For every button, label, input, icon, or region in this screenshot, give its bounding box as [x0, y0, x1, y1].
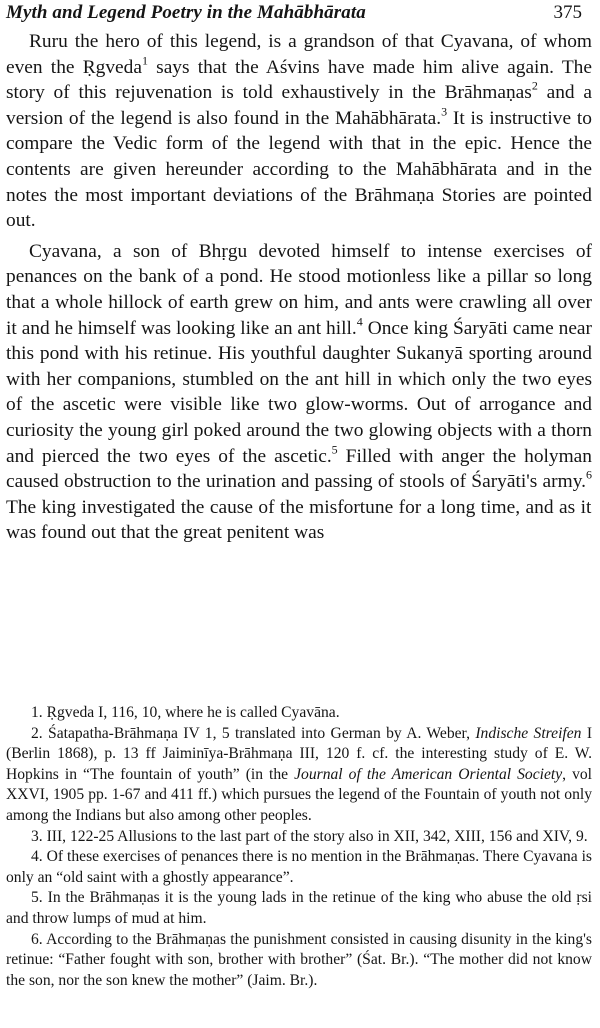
- footnote-ref-1: 1: [141, 52, 148, 67]
- footnote-2-journal-title: Journal of the American Oriental Society: [294, 765, 563, 783]
- footnote-1: 1. Ṛgveda I, 116, 10, where he is called Cyavāna.: [31, 704, 340, 721]
- footnote-3: 3. III, 122-25 Allusions to the last part of the story also in XII, 342, XIII, 156 and XIV, 9.: [31, 827, 588, 845]
- footnote-2-text-b: I (Berlin 1868), p. 13 ff Jaiminīya-Brāhmaṇa III, 120 f. cf. the interesting study of E. W. Hopkins in “The fountain of youth” (in the: [6, 724, 593, 783]
- footnote-6: 6. According to the Brāhmaṇas the punishment consisted in causing disunity in the king's retinue: “Father fought with son, brother with brother” (Śat. Br.). “The mother did not know the son, nor the son knew the mother” (Jaim. Br.).: [6, 930, 592, 989]
- paragraph-1-text-b: says that the Aśvins have made him alive again. The story of this rejuvenation is told exhaustively in the Brāhmaṇas: [6, 56, 592, 104]
- footnote-4: 4. Of these exercises of penances there is no mention in the Brāhmaṇas. There Cyavana is only an “old saint with a ghostly appearance”.: [6, 848, 592, 886]
- paragraph-2-text-b: Once king Śaryāti came near this pond with his retinue. His youthful daughter Sukanyā sporting around with her companions, stumbled on the ant hill in which only the two eyes of the ascetic were visible like two glow-worms. Out of arrogance and curiosity the young girl poked around the two glowing objects with a thorn and pierced the two eyes of the ascetic.: [6, 317, 592, 467]
- footnote-ref-3: 3: [441, 104, 448, 119]
- paragraph-1-text-d: It is instructive to compare the Vedic form of the legend with that in the epic. Hence the contents are given hereunder according to the Mahābhārata and in the notes the most important deviations of the Brāhmaṇa Stories are pointed out.: [6, 107, 592, 232]
- paragraph-2-text-d: The king investigated the cause of the misfortune for a long time, and as it was found out that the great penitent was: [6, 496, 592, 544]
- paragraph-1: [6, 29, 592, 234]
- footnote-ref-4: 4: [356, 313, 363, 328]
- paragraph-2-text-a: Cyavana, a son of Bhṛgu devoted himself to intense exercises of penances on the bank of a pond. He stood motionless like a pillar so long that a whole hillock of earth grew on him, and ants were crawling all over it and he himself was looking like an ant hill.: [6, 240, 592, 339]
- footnote-2-text-a: 2. Śatapatha-Brāhmaṇa IV 1, 5 translated into German by A. Weber,: [31, 724, 476, 742]
- running-head: [6, 2, 586, 28]
- running-title: Myth and Legend Poetry in the Mahābhārata: [6, 2, 366, 23]
- footnote-5: 5. In the Brāhmaṇas it is the young lads in the retinue of the king who abuse the old ṛsi and throw lumps of mud at him.: [6, 889, 592, 927]
- paragraph-2: [6, 239, 592, 546]
- footnote-ref-6: 6: [585, 467, 592, 482]
- footnote-2-text-c: , vol XXVI, 1905 pp. 1-67 and 411 ff.) which pursues the legend of the Fountain of youth not only among the Indians but also among other peoples.: [6, 765, 593, 824]
- paragraph-2-text-c: Filled with anger the holyman caused obstruction to the urination and passing of stools of Śaryāti's army.: [6, 445, 592, 493]
- footnote-ref-2: 2: [531, 78, 538, 93]
- page-number: 375: [553, 2, 582, 23]
- paragraph-1-text-c: and a version of the legend is also found in the Mahābhārata.: [6, 82, 592, 129]
- main-text: [6, 29, 592, 546]
- footnote-ref-5: 5: [331, 441, 338, 456]
- paragraph-1-text-a: Ruru the hero of this legend, is a grandson of that Cyavana, of whom even the Ṛgveda: [6, 31, 592, 78]
- footnotes: [6, 703, 592, 991]
- footnote-2-book-title: Indische Streifen: [475, 724, 582, 742]
- footnote-2: [6, 724, 592, 827]
